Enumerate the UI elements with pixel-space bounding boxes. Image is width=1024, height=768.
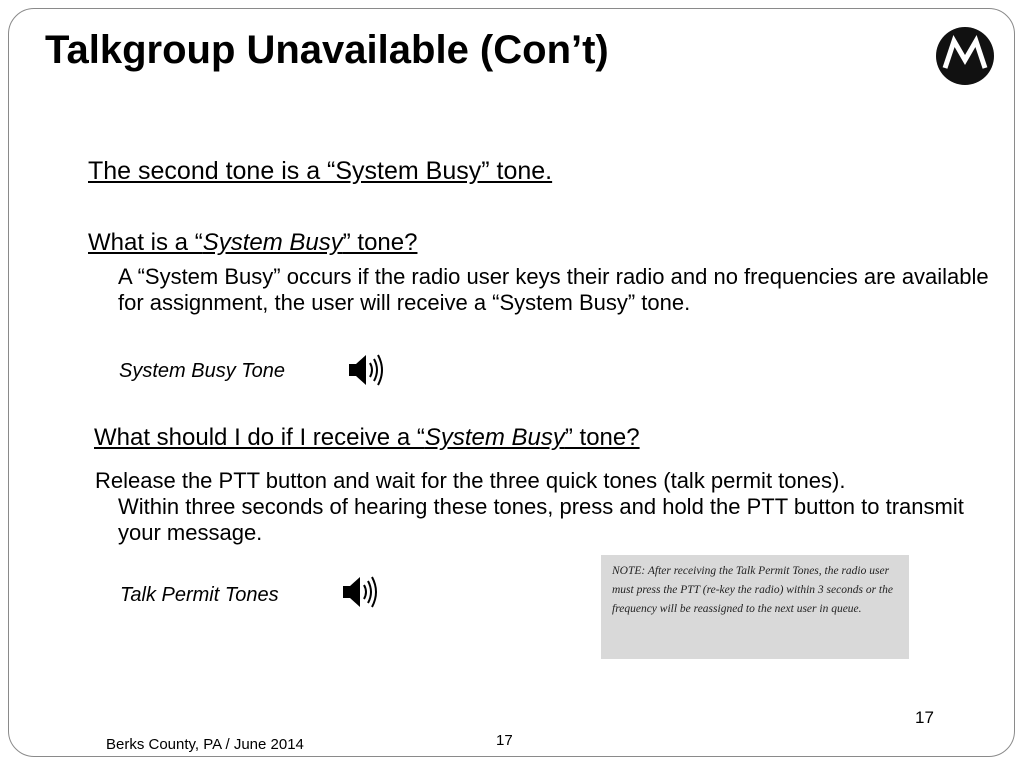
paragraph-release-ptt-rest: Within three seconds of hearing these tones, press and hold the PTT button to transmit your message. <box>118 494 964 545</box>
heading-what-is: What is a “System Busy” tone? <box>88 229 418 256</box>
note-box: NOTE: After receiving the Talk Permit Tones, the radio user must press the PTT (re-key the radio) within 3 seconds or the frequency will be reassigned to the next user in queue. <box>601 555 909 659</box>
paragraph-release-ptt <box>95 468 1000 546</box>
heading-what-should-i-do: What should I do if I receive a “System Busy” tone? <box>94 424 640 451</box>
paragraph-system-busy: A “System Busy” occurs if the radio user keys their radio and no frequencies are available for assignment, the user will receive a “System Busy” tone. <box>118 264 989 315</box>
footer-text: Berks County, PA / June 2014 <box>106 736 304 753</box>
motorola-logo <box>935 26 995 86</box>
slide-title: Talkgroup Unavailable (Con’t) <box>45 28 609 72</box>
audio-label-talk-permit: Talk Permit Tones <box>120 584 279 606</box>
heading-system-busy: The second tone is a “System Busy” tone. <box>88 157 553 185</box>
speaker-icon[interactable] <box>340 573 378 611</box>
audio-label-system-busy: System Busy Tone <box>119 360 286 382</box>
speaker-icon[interactable] <box>346 351 384 389</box>
paragraph-release-ptt-line1: Release the PTT button and wait for the three quick tones (talk permit tones). <box>95 468 846 493</box>
page-number-center: 17 <box>496 732 513 749</box>
page-number-right: 17 <box>915 708 934 727</box>
